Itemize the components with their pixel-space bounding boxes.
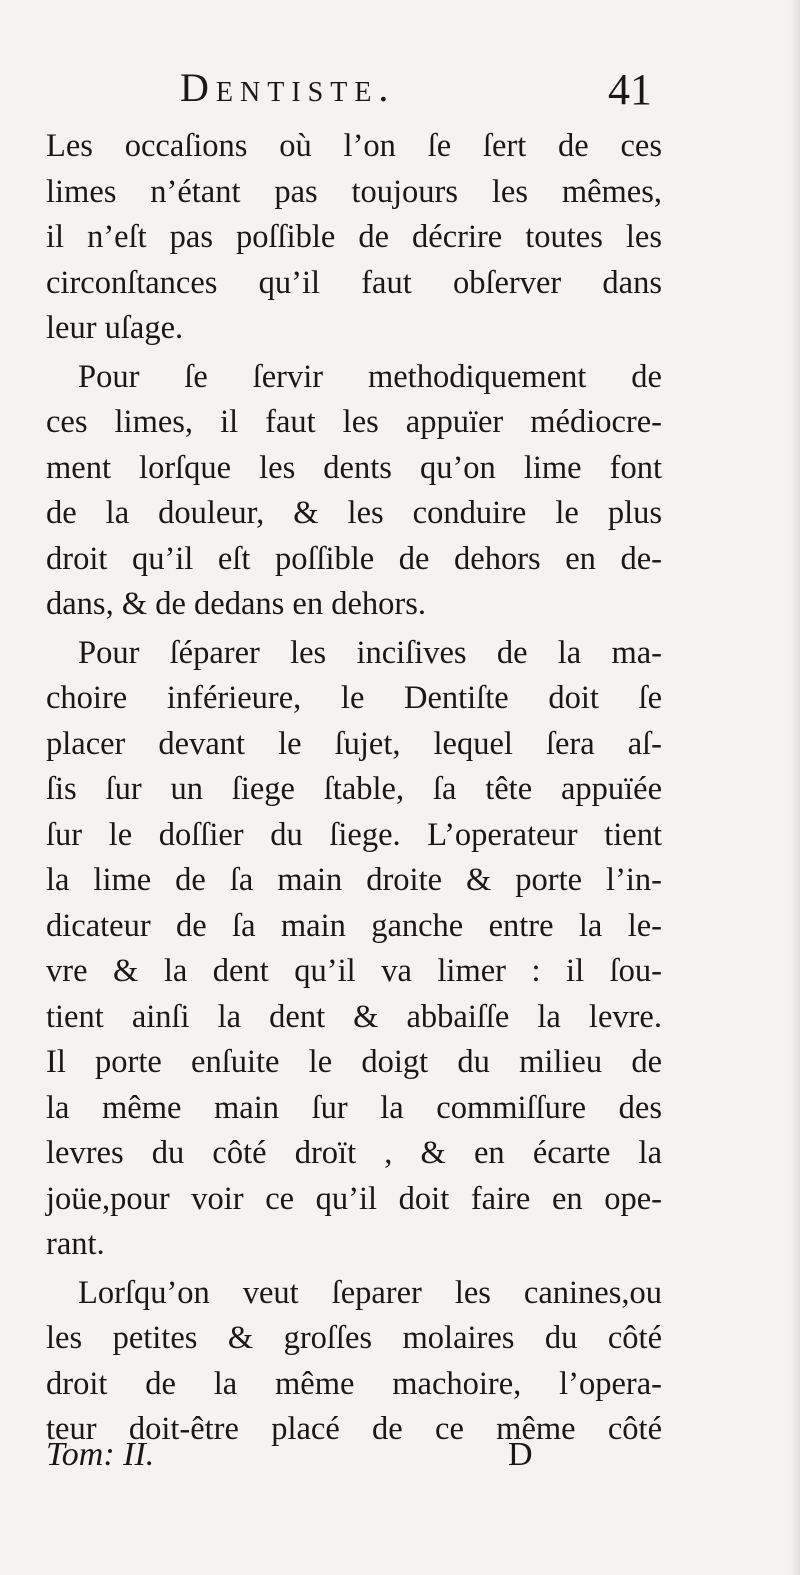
text-line: rant. [46,1226,105,1262]
text-line: circonſtances qu’il faut obſerver dans [46,264,662,301]
text-line: il n’eſt pas poſſible de décrire toutes les [46,219,662,255]
text-line: teur doit-être placé de ce même côté [46,1411,662,1447]
volume-signature: Tom: II. [46,1436,155,1473]
text-line: tient ainſi la dent & abbaiſſe la levre. [46,998,662,1035]
body-text [46,124,662,1453]
text-line: Les occaſions où l’on ſe ſert de ces [46,128,662,164]
text-line: limes n’étant pas toujours les mêmes, [46,173,662,210]
text-line: dicateur de ſa main ganche entre la le- [46,907,662,944]
text-line: de la douleur, & les conduire le plus [46,495,662,531]
text-line: Il porte enſuite le doigt du milieu de [46,1044,662,1080]
signature-mark: D [508,1436,533,1473]
running-title: Dentiste. [180,65,396,110]
text-line: ces limes, il faut les appuïer médiocre- [46,404,662,440]
text-line: joüe,pour voir ce qu’il doit faire en ope- [46,1180,662,1217]
text-line: Lorſqu’on veut ſeparer les canines,ou [78,1274,662,1311]
text-line: Pour ſe ſervir methodiquement de [78,358,662,395]
text-line: Pour ſéparer les inciſives de la ma- [78,634,662,671]
text-line: dans, & de dedans en dehors. [46,586,426,622]
text-line: droit qu’il eſt poſſible de dehors en de- [46,540,662,577]
page-footer [0,1436,800,1496]
text-line: ſis ſur un ſiege ſtable, ſa tête appuïée [46,771,662,807]
text-line: ſur le doſſier du ſiege. L’operateur tient [46,816,662,853]
text-line: la lime de ſa main droite & porte l’in- [46,862,662,898]
text-line: placer devant le ſujet, lequel ſera aſ- [46,725,662,762]
text-line: levres du côté droït , & en écarte la [46,1135,662,1171]
page-header [0,60,800,120]
text-line: ment lorſque les dents qu’on lime font [46,449,662,486]
text-line: droit de la même machoire, l’opera- [46,1365,662,1402]
text-line: choire inférieure, le Dentiſte doit ſe [46,680,662,716]
page-number: 41 [608,65,652,114]
text-line: les petites & groſſes molaires du côté [46,1320,662,1356]
text-line: la même main ſur la commiſſure des [46,1089,662,1126]
text-line: leur uſage. [46,310,184,346]
text-line: vre & la dent qu’il va limer : il ſou- [46,953,662,989]
page-edge-shadow [790,0,800,1575]
